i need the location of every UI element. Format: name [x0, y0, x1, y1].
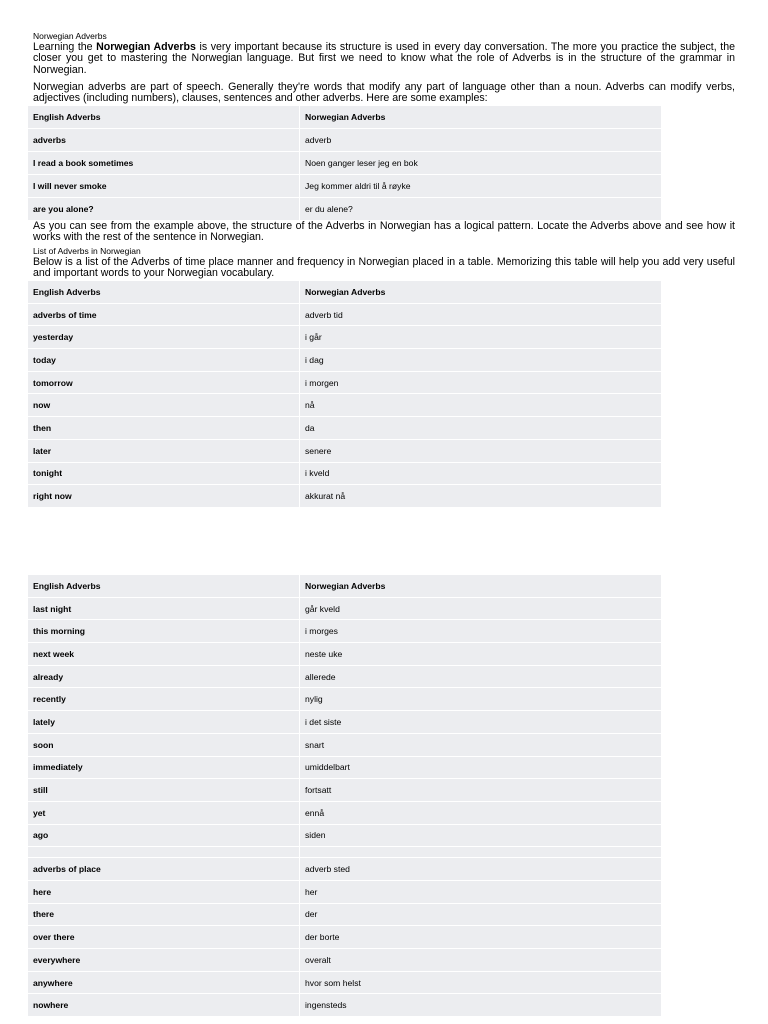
norwegian-adverb-cell: umiddelbart — [300, 756, 662, 779]
table-row — [28, 439, 662, 462]
table-row — [28, 733, 662, 756]
english-adverb-cell: tonight — [28, 462, 300, 485]
english-adverb-cell: yet — [28, 801, 300, 824]
table-row — [28, 129, 662, 152]
norwegian-adverb-cell: i morges — [300, 620, 662, 643]
english-adverb-cell: I read a book sometimes — [28, 152, 300, 175]
table-row — [28, 417, 662, 440]
norwegian-adverb-cell: hvor som helst — [300, 971, 662, 994]
norwegian-adverb-cell: nylig — [300, 688, 662, 711]
norwegian-adverb-cell: allerede — [300, 665, 662, 688]
english-adverb-cell: lately — [28, 711, 300, 734]
table-row — [28, 597, 662, 620]
intro-paragraph: Learning the Norwegian Adverbs is very important because its structure is used in every day conversation. The more you practice the subject, the closer you get to mastering the Norwegian language. But first we need to know what the role of Adverbs is in the structure of the grammar in Norwegian. — [33, 41, 735, 76]
norwegian-adverb-cell: ennå — [300, 801, 662, 824]
english-adverb-cell: immediately — [28, 756, 300, 779]
table-row — [28, 756, 662, 779]
english-adverb-cell: over there — [28, 926, 300, 949]
header-english: English Adverbs — [28, 575, 300, 597]
norwegian-adverb-cell: i morgen — [300, 371, 662, 394]
table-row — [28, 688, 662, 711]
header-norwegian: Norwegian Adverbs — [300, 281, 662, 303]
norwegian-adverb-cell: snart — [300, 733, 662, 756]
english-adverb-cell: this morning — [28, 620, 300, 643]
norwegian-adverb-cell: overalt — [300, 949, 662, 972]
norwegian-adverb-cell: er du alene? — [300, 198, 662, 221]
examples-table — [28, 106, 662, 221]
header-english: English Adverbs — [28, 106, 300, 129]
norwegian-adverb-cell: adverb tid — [300, 303, 662, 326]
norwegian-adverb-cell: nå — [300, 394, 662, 417]
english-adverb-cell: yesterday — [28, 326, 300, 349]
english-adverb-cell — [28, 847, 300, 858]
table-row — [28, 779, 662, 802]
table-row — [28, 643, 662, 666]
intro-bold-term: Norwegian Adverbs — [96, 41, 196, 53]
table-row — [28, 303, 662, 326]
table-row — [28, 949, 662, 972]
english-adverb-cell: today — [28, 349, 300, 372]
table-row — [28, 824, 662, 847]
table-row — [28, 880, 662, 903]
table-row — [28, 971, 662, 994]
norwegian-adverb-cell: der borte — [300, 926, 662, 949]
english-adverb-cell: everywhere — [28, 949, 300, 972]
english-adverb-cell: are you alone? — [28, 198, 300, 221]
table-row — [28, 665, 662, 688]
table-row — [28, 198, 662, 221]
norwegian-adverb-cell: akkurat nå — [300, 485, 662, 508]
table-row — [28, 903, 662, 926]
english-adverb-cell: nowhere — [28, 994, 300, 1017]
definition-paragraph: Norwegian adverbs are part of speech. Generally they're words that modify any part of language other than a noun. Adverbs can modify verbs, adjectives (including numbers), clauses, sentences and other adverbs. Here are some examples: — [33, 81, 735, 105]
table-row — [28, 152, 662, 175]
english-adverb-cell: adverbs — [28, 129, 300, 152]
table-row — [28, 926, 662, 949]
english-adverb-cell: later — [28, 439, 300, 462]
english-adverb-cell: next week — [28, 643, 300, 666]
norwegian-adverb-cell: i kveld — [300, 462, 662, 485]
norwegian-adverb-cell: her — [300, 880, 662, 903]
adverbs-continued-table — [28, 575, 662, 1017]
english-adverb-cell: recently — [28, 688, 300, 711]
table-row — [28, 801, 662, 824]
norwegian-adverb-cell: adverb sted — [300, 858, 662, 881]
norwegian-adverb-cell: neste uke — [300, 643, 662, 666]
norwegian-adverb-cell: i går — [300, 326, 662, 349]
table-header-row — [28, 106, 662, 129]
header-norwegian: Norwegian Adverbs — [300, 106, 662, 129]
table-row — [28, 711, 662, 734]
english-adverb-cell: now — [28, 394, 300, 417]
norwegian-adverb-cell: går kveld — [300, 597, 662, 620]
english-adverb-cell: soon — [28, 733, 300, 756]
norwegian-adverb-cell: i det siste — [300, 711, 662, 734]
document-title: Norwegian Adverbs — [33, 31, 107, 41]
header-norwegian: Norwegian Adverbs — [300, 575, 662, 597]
table-header-row — [28, 281, 662, 303]
header-english: English Adverbs — [28, 281, 300, 303]
list-intro-paragraph: Below is a list of the Adverbs of time place manner and frequency in Norwegian placed in a table. Memorizing this table will help you add very useful and important words to your Norwegian vocabulary. — [33, 256, 735, 280]
english-adverb-cell: tomorrow — [28, 371, 300, 394]
english-adverb-cell: still — [28, 779, 300, 802]
adverbs-of-time-table — [28, 281, 662, 508]
english-adverb-cell: ago — [28, 824, 300, 847]
english-adverb-cell: here — [28, 880, 300, 903]
table-row — [28, 175, 662, 198]
norwegian-adverb-cell: Noen ganger leser jeg en bok — [300, 152, 662, 175]
english-adverb-cell: then — [28, 417, 300, 440]
explanation-paragraph: As you can see from the example above, the structure of the Adverbs in Norwegian has a logical pattern. Locate the Adverbs above and see how it works with the rest of the sentence in Norwegian. — [33, 220, 735, 244]
table-row — [28, 349, 662, 372]
table-row — [28, 371, 662, 394]
english-adverb-cell: right now — [28, 485, 300, 508]
norwegian-adverb-cell: siden — [300, 824, 662, 847]
table-row — [28, 485, 662, 508]
norwegian-adverb-cell: Jeg kommer aldri til å røyke — [300, 175, 662, 198]
table-row — [28, 858, 662, 881]
english-adverb-cell: last night — [28, 597, 300, 620]
table-row — [28, 620, 662, 643]
english-adverb-cell: adverbs of place — [28, 858, 300, 881]
table-row — [28, 394, 662, 417]
table-row — [28, 994, 662, 1017]
english-adverb-cell: I will never smoke — [28, 175, 300, 198]
norwegian-adverb-cell: adverb — [300, 129, 662, 152]
english-adverb-cell: there — [28, 903, 300, 926]
norwegian-adverb-cell: ingensteds — [300, 994, 662, 1017]
english-adverb-cell: already — [28, 665, 300, 688]
norwegian-adverb-cell: da — [300, 417, 662, 440]
norwegian-adverb-cell — [300, 847, 662, 858]
table-header-row — [28, 575, 662, 597]
table-row — [28, 326, 662, 349]
english-adverb-cell: anywhere — [28, 971, 300, 994]
norwegian-adverb-cell: fortsatt — [300, 779, 662, 802]
list-title: List of Adverbs in Norwegian — [33, 246, 141, 256]
norwegian-adverb-cell: der — [300, 903, 662, 926]
norwegian-adverb-cell: i dag — [300, 349, 662, 372]
english-adverb-cell: adverbs of time — [28, 303, 300, 326]
norwegian-adverb-cell: senere — [300, 439, 662, 462]
table-row — [28, 847, 662, 858]
table-row — [28, 462, 662, 485]
